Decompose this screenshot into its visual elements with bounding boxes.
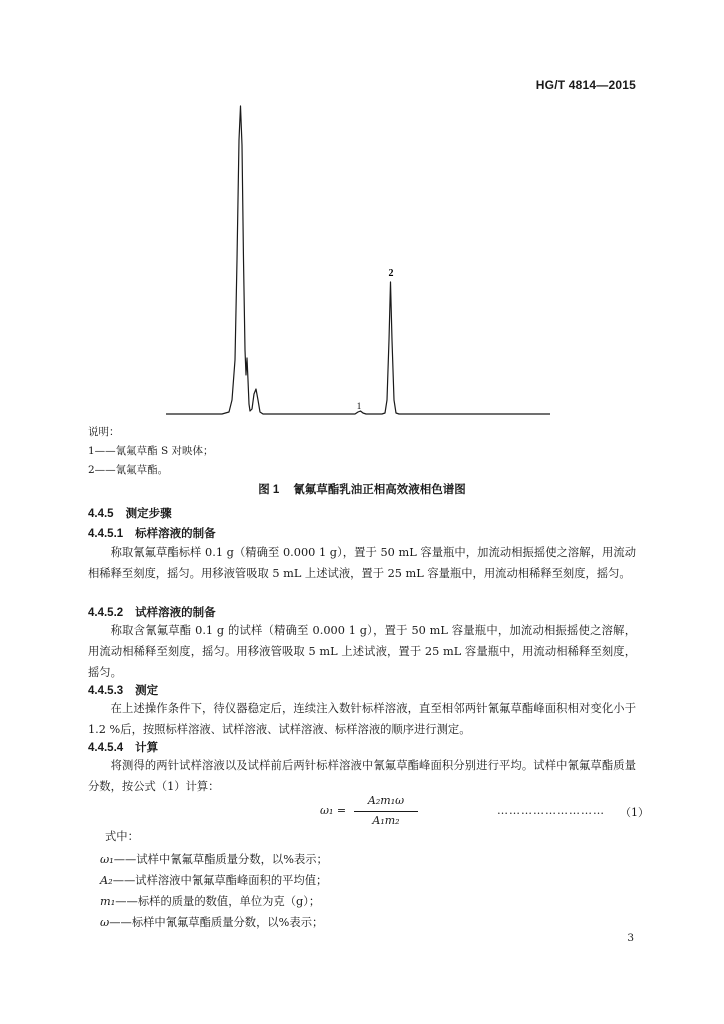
figure-legend-title: 说明： [88, 426, 120, 438]
subsection-title: 标样溶液的制备 [135, 528, 216, 540]
variable-description: ——标样的质量的数值，单位为克（g）； [115, 895, 321, 908]
chromatogram-trace [166, 106, 550, 414]
variable-definition [100, 872, 327, 888]
variable-definition [100, 893, 320, 909]
subsection-title: 测定 [135, 685, 159, 697]
paragraph: 称取氰氟草酯标样 0.1 g（精确至 0.000 1 g），置于 50 mL 容量瓶中，加流动相振摇使之溶解，用流动相稀释至刻度，摇匀。用移液管吸取 5 mL 上述试液，置于 25 mL 容量瓶中，用流动相稀释至刻度，摇匀。 [88, 546, 636, 580]
equation-number: （1） [620, 806, 649, 819]
subsection-number: 4.4.5.2 [88, 607, 124, 619]
figure-caption [0, 481, 724, 497]
variable-symbol: ω [100, 916, 110, 929]
where-label: 式中： [105, 830, 139, 843]
variable-symbol: m₁ [100, 895, 116, 908]
subsection-number: 4.4.5.3 [88, 685, 124, 697]
subsection-number: 4.4.5.4 [88, 742, 124, 754]
subsection-heading [88, 682, 158, 698]
peak-label-2: 2 [388, 268, 394, 279]
subsection-heading [88, 739, 158, 755]
equation-leader-dots: ……………………… [497, 804, 605, 817]
variable-definition [100, 914, 323, 930]
paragraph: 在上述操作条件下，待仪器稳定后，连续注入数针标样溶液，直至相邻两针氰氟草酯峰面积相对变化小于 1.2 %后，按照标样溶液、试样溶液、试样溶液、标样溶液的顺序进行测定。 [88, 702, 636, 736]
figure-legend-item: 1——氰氟草酯 S 对映体； [88, 445, 214, 457]
variable-description: ——试样中氰氟草酯质量分数，以%表示； [113, 853, 328, 866]
chromatogram-figure [160, 100, 560, 422]
paragraph: 称取含氰氟草酯 0.1 g 的试样（精确至 0.000 1 g），置于 50 mL 容量瓶中，加流动相振摇使之溶解，用流动相稀释至刻度，摇匀。用移液管吸取 5 mL 上述试液，置于 25 mL 容量瓶中，用流动相稀释至刻度，摇匀。 [88, 624, 636, 679]
formula-lhs: ω₁ = [320, 804, 347, 817]
page-number: 3 [627, 932, 634, 944]
section-title: 测定步骤 [125, 508, 172, 520]
standard-number: HG/T 4814—2015 [535, 78, 636, 92]
peak-label-1: 1 [356, 401, 362, 411]
section-heading [88, 505, 172, 521]
formula-fraction [354, 794, 418, 827]
subsection-number: 4.4.5.1 [88, 528, 124, 540]
subsection-heading [88, 525, 216, 541]
variable-symbol: A₂ [100, 874, 113, 887]
subsection-heading [88, 604, 216, 620]
variable-description: ——标样中氰氟草酯质量分数，以%表示； [109, 916, 324, 929]
fraction-bar [354, 811, 418, 812]
figure-title: 氰氟草酯乳油正相高效液相色谱图 [293, 484, 466, 496]
variable-symbol: ω₁ [100, 853, 114, 866]
variable-description: ——试样溶液中氰氟草酯峰面积的平均值； [112, 874, 328, 887]
figure-number: 图 1 [258, 484, 280, 496]
subsection-title: 试样溶液的制备 [135, 607, 216, 619]
section-number: 4.4.5 [88, 508, 114, 520]
variable-definition [100, 851, 328, 867]
formula-numerator: A₂m₁ω [367, 794, 405, 807]
subsection-title: 计算 [135, 742, 159, 754]
formula-denominator: A₁m₂ [372, 814, 400, 827]
paragraph: 将测得的两针试样溶液以及试样前后两针标样溶液中氰氟草酯峰面积分别进行平均。试样中氰氟草酯质量分数，按公式（1）计算： [88, 759, 636, 793]
figure-legend-item: 2——氰氟草酯。 [88, 464, 169, 476]
